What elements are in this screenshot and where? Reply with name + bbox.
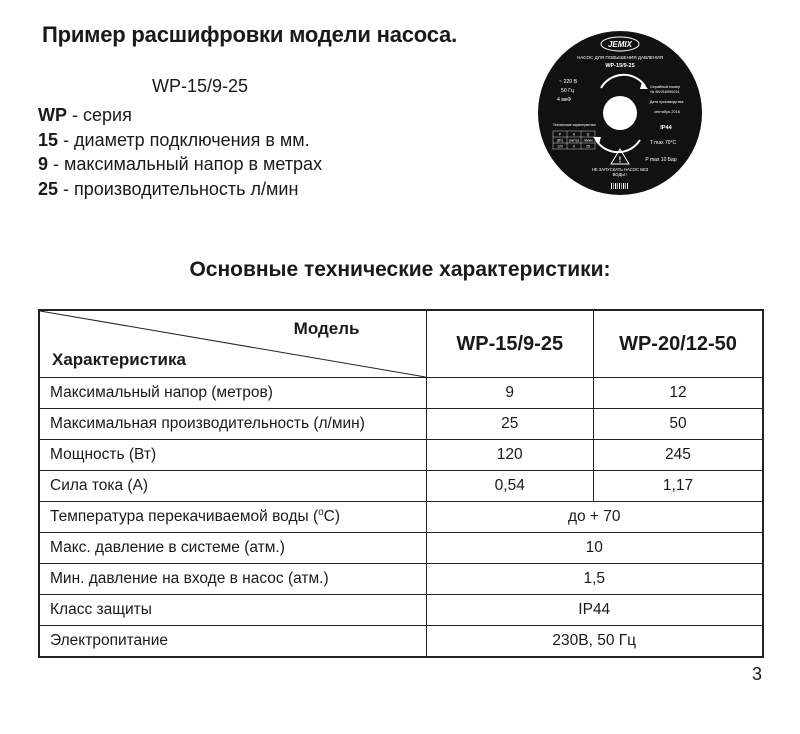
row-value: 230В, 50 Гц [426,626,763,658]
label-specs-caption: Технические характеристики [553,123,596,127]
degree-mark: о [318,507,324,519]
row-value: 1,5 [426,564,763,595]
table-row [39,533,763,564]
row-value: до + 70 [426,502,763,533]
legend-code: 25 [38,178,59,199]
barcode-icon [611,183,628,189]
row-label [39,502,426,533]
page-title: Пример расшифровки модели насоса. [42,22,458,47]
label-frequency: 50 Гц [561,88,574,94]
mini-header: P [558,132,562,137]
mini-header: H [572,132,576,137]
corner-label-model: Модель [293,319,360,338]
corner-label-characteristic: Характеристика [52,350,186,369]
label-pmax: P max 10 Бар [645,157,677,163]
row-value: 12 [593,378,763,409]
legend-code: WP [38,105,67,125]
legend-code: 15 [38,129,59,150]
table-row [39,440,763,471]
mini-unit: (метр) [569,138,579,143]
row-label: Мощность (Вт) [39,440,426,471]
table-row [39,502,763,533]
row-label: Класс защиты [39,595,426,626]
row-label: Максимальная производительность (л/мин) [39,409,426,440]
legend-text: - серия [67,105,132,125]
pump-label-image [537,30,703,196]
row-value: IP44 [426,595,763,626]
label-ip: IP44 [660,125,672,131]
label-title: НАСОС ДЛЯ ПОВЫШЕНИЯ ДАВЛЕНИЯ [576,55,664,60]
mini-value: 120 [557,144,563,149]
row-label: Макс. давление в системе (атм.) [39,533,426,564]
row-value: 0,54 [426,471,593,502]
legend-item [38,152,322,177]
model-column-header: WP-20/12-50 [593,310,763,378]
legend-text: - производительность л/мин [58,178,299,199]
svg-text:JEMIX: JEMIX [607,40,633,49]
legend-item [38,177,322,202]
specs-table [38,309,764,658]
svg-text:!: ! [618,155,622,165]
label-warning: НЕ ЗАПУСКАТЬ НАСОС БЕЗ ВОДЫ ! [591,167,649,177]
row-value: 1,17 [593,471,763,502]
table-row [39,471,763,502]
label-date-caption: Дата производства: [649,100,685,104]
legend-code: 9 [38,154,49,174]
label-tmax: T max 70°C [649,140,677,146]
row-value: 9 [426,378,593,409]
mini-value: 9 [573,144,575,149]
row-label-text: Температура перекачиваемой воды ( [50,508,319,526]
table-row [39,595,763,626]
label-voltage: ~ 220 В [559,79,578,85]
row-label: Максимальный напор (метров) [39,378,426,409]
legend-text: - диаметр подключения в мм. [58,129,310,150]
legend-text: - максимальный напор в метрах [48,154,323,174]
model-example: WP-15/9-25 [152,76,249,96]
mini-value: 25 [586,144,590,149]
legend-item [38,128,322,153]
table-row [39,409,763,440]
row-label: Сила тока (А) [39,471,426,502]
label-model: WP-15/9-25 [605,63,635,69]
row-value: 25 [426,409,593,440]
specs-heading: Основные технические характеристики: [189,258,611,281]
table-row [39,378,763,409]
label-date: сентябрь 2016 [654,110,680,114]
table-row [39,626,763,658]
row-label: Электропитание [39,626,426,658]
row-value: 120 [426,440,593,471]
label-capacitor: 4 мкФ [557,97,572,103]
mini-unit: л/мин [583,138,593,143]
row-value: 245 [593,440,763,471]
model-legend [38,103,322,201]
label-serial: № BV016090031 [650,90,680,94]
label-serial-caption: Серийный номер [649,85,681,89]
mini-unit: (Вт) [557,138,563,143]
pump-label-hole [603,96,637,130]
row-value: 50 [593,409,763,440]
row-label: Мин. давление на входе в насос (атм.) [39,564,426,595]
legend-item [38,103,322,128]
row-label-text: С) [323,508,341,526]
row-value: 10 [426,533,763,564]
model-column-header: WP-15/9-25 [426,310,593,378]
table-row [39,564,763,595]
table-corner-cell [39,310,426,378]
table-header-row [39,310,763,378]
mini-header: Q [586,132,590,137]
page-number: 3 [751,664,762,684]
